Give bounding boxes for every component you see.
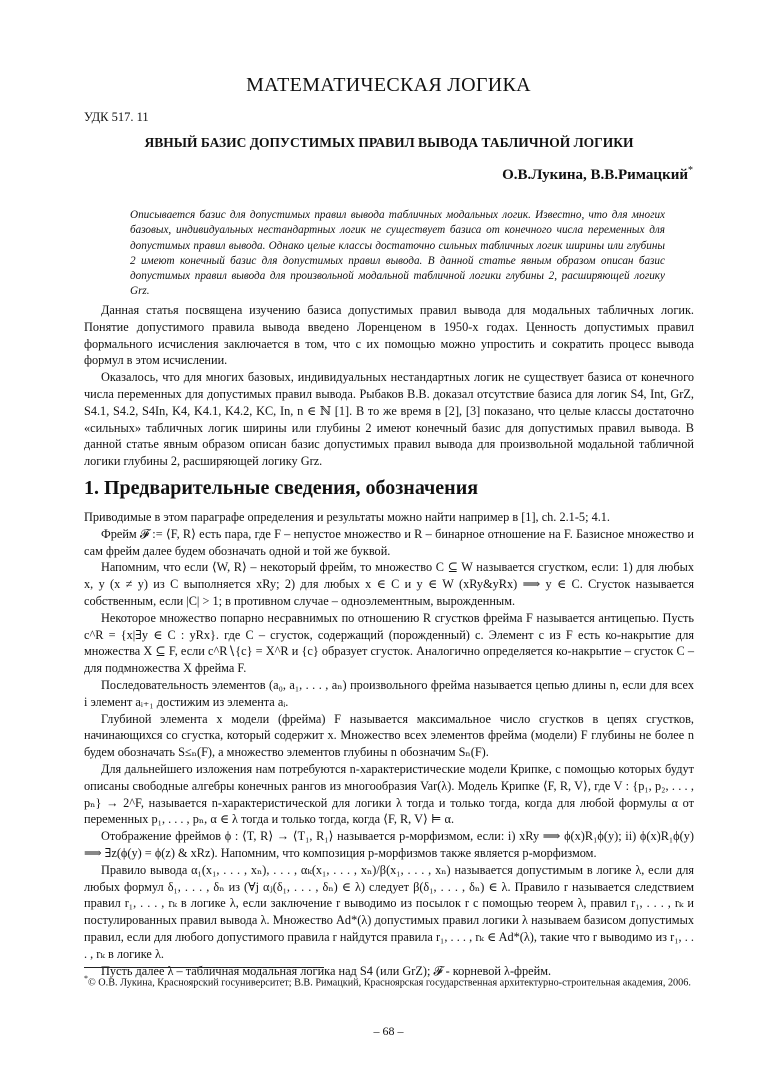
footnote-rule: [84, 967, 324, 968]
paragraph: Данная статья посвящена изучению базиса допустимых правил вывода для модальных табличных логик. Понятие допустимого правила вывода введено Лоренценом в 1950-х годах. Ценность допустимых правил формального исчисления заключается в том, что с их помощью можно упростить и сократить процесс вывода формул в этом исчислении.: [84, 303, 694, 368]
paragraph: Фрейм 𝓕 := ⟨F, R⟩ есть пара, где F – непустое множество и R – бинарное отношение на F. Базисное множество и сам фрейм далее будем обозначать одной и той же буквой.: [84, 526, 694, 558]
footnote-mark: *: [84, 974, 88, 983]
udk-code: УДК 517. 11: [84, 110, 149, 124]
author-names: О.В.Лукина, В.В.Римацкий: [502, 167, 688, 183]
paragraph: Пусть далее λ – табличная модальная логика над S4 (или GrZ); 𝓕 - корневой λ-фрейм.: [101, 963, 552, 978]
section-heading: 1. Предварительные сведения, обозначения: [84, 477, 479, 499]
abstract: Описывается базис для допустимых правил вывода табличных модальных логик. Известно, что для многих базовых, индивидуальных нестандартных логик не существует базиса от конечного числа переменных для допустимых правил вывода. Однако целые классы достаточно сильных табличных логик ширины или глубины 2 имеют конечный базис для допустимых правил вывода. В данной статье явным образом описан базис допустимых правил вывода для произвольной модальной табличной логики глубины 2, расширяющей логику Grz.: [130, 209, 665, 298]
paragraph: Для дальнейшего изложения нам потребуются n-характеристические модели Крипке, с помощью которых будут описаны свободные алгебры конечных рангов из многообразия Var(λ). Модель Крипке ⟨F, R, V⟩, где V : {p₁, p₂, . . . , pₙ} → 2^F, называется n-характеристической для логики λ тогда и только тогда, когда для любой формулы α от переменных p₁, . . . , pₙ, α ∈ λ тогда и только тогда, когда ⟨F, R, V⟩ ⊨ α.: [84, 761, 694, 827]
footnote-text: © О.В. Лукина, Красноярский госуниверситет; В.В. Римацкий, Красноярская государственная архитектурно-строительная академия, 2006.: [88, 977, 691, 989]
paragraph: Правило вывода α₁(x₁, . . . , xₙ), . . . , αₖ(x₁, . . . , xₙ)/β(x₁, . . . , xₙ) называется допустимым в логике λ, если для любых формул δ₁, . . . , δₙ из (∀j αⱼ(δ₁, . . . , δₙ) ∈ λ) следует β(δ₁, . . . , δₙ) ∈ λ. Правило r называется следствием правил r₁, . . . , rₖ в логике λ, если заключение r выводимо из посылок r с помощью теорем λ, правил r₁, . . . , rₖ и постулированных правил вывода λ. Множество Ad*(λ) допустимых правил логики λ называем базисом допустимых правил, если для любого допустимого правила r найдутся правила r₁, . . . , rₖ ∈ Ad*(λ), такие что r выводимо из r₁, . . . , rₖ в логике λ.: [84, 862, 694, 961]
paragraph: Приводимые в этом параграфе определения и результаты можно найти например в [1], ch. 2.1-5; 4.1.: [84, 510, 611, 524]
introduction: [84, 302, 694, 470]
paragraph: Последовательность элементов (a₀, a₁, . . . , aₙ) произвольного фрейма называется цепью длины n, если для всех i элемент aᵢ₊₁ достижим из элемента aᵢ.: [84, 677, 694, 709]
paragraph: Некоторое множество попарно несравнимых по отношению R сгустков фрейма F называется антицепью. Пусть c^R = {x|∃y ∈ C : yRx}. где C – сгусток, содержащий (порожденный) c. Элемент c из F есть ко-накрытие для множества X ⊆ F, если c^R∖{c} = X^R и {c} образует сгусток. Аналогично определяется ко-накрытие – сгусток C – для подмножества X фрейма F.: [84, 610, 694, 676]
paragraph: Оказалось, что для многих базовых, индивидуальных нестандартных логик не существует базиса от конечного числа переменных для допустимых правил вывода. Рыбаков В.В. доказал отсутствие базиса для логик S4, Int, GrZ, S4.1, S4.2, S4In, K4, K4.1, K4.2, KC, In, n ∈ ℕ [1]. В то же время в [2], [3] показано, что целые классы достаточно «сильных» табличных логик ширины или глубины 2 имеют конечный базис для допустимых правил вывода. В данной статье явным образом описан базис допустимых правил вывода для произвольной модальной табличной логики глубины 2, расширяющей логику Grz.: [84, 370, 694, 469]
paragraph: Глубиной элемента x модели (фрейма) F называется максимальное число сгустков в цепях сгустков, начинающихся со сгустка, который содержит x. Множество всех элементов фрейма (модели) F глубины не более n будем обозначать S≤ₙ(F), а множество элементов глубины n обозначим Sₙ(F).: [84, 711, 694, 760]
section-1-body: [84, 509, 694, 979]
section-title: МАТЕМАТИЧЕСКАЯ ЛОГИКА: [246, 74, 531, 96]
paper-title: ЯВНЫЙ БАЗИС ДОПУСТИМЫХ ПРАВИЛ ВЫВОДА ТАБЛИЧНОЙ ЛОГИКИ: [144, 135, 634, 150]
footnote: [84, 972, 694, 990]
author-footnote-mark: *: [688, 165, 693, 176]
authors: [502, 165, 693, 184]
page-number: – 68 –: [373, 1024, 404, 1038]
paragraph: Отображение фреймов ϕ : ⟨T, R⟩ → ⟨T₁, R₁⟩ называется p-морфизмом, если: i) xRy ⟹ ϕ(x)R₁ϕ(y); ii) ϕ(x)R₁ϕ(y) ⟹ ∃z(ϕ(y) = ϕ(z) & xRz). Напомним, что композиция p-морфизмов также является p-морфизмом.: [84, 829, 694, 860]
paragraph: Напомним, что если ⟨W, R⟩ – некоторый фрейм, то множество C ⊆ W называется сгустком, если: 1) для любых x, y (x ≠ y) из C выполняется xRy; 2) для любых x ∈ C и y ∈ W (xRy&yRx) ⟹ y ∈ C. Сгусток называется собственным, если |C| > 1; в противном случае – одноэлементным, вырожденным.: [84, 560, 694, 608]
